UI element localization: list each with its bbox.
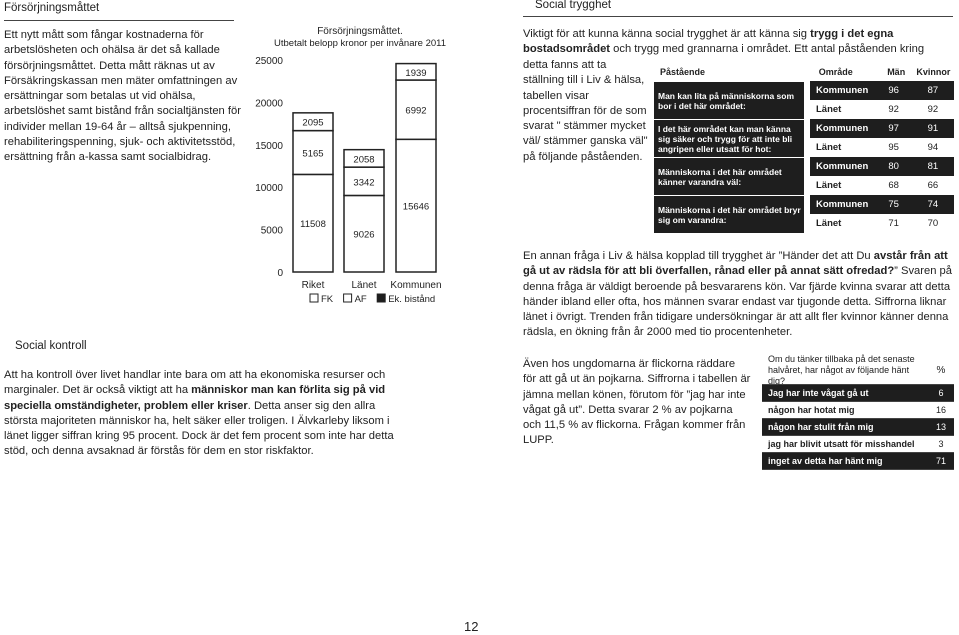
section-header-forsorjningsmattet: Försörjningsmåttet xyxy=(4,2,100,14)
section-header-social-trygghet: Social trygghet xyxy=(535,0,612,11)
bar-data-label: 2058 xyxy=(353,154,375,166)
trygghet-statement: I det här området kan man känna sig säker och trygg för att inte bli angripen eller utsatt för hot: xyxy=(654,119,804,157)
social-text-2: . Detta anser sig den allra största majoriteten människor ha, helt säker eller troligen. I Älvkarleby liksom i länet ligger siffran kring 95 procent. Dock är det fem procent som inte har detta stöd, och denna avsaknad är förstås för dem en stor riskfaktor. xyxy=(4,399,394,458)
legend-label: FK xyxy=(321,294,334,305)
ungdom-row xyxy=(762,436,954,453)
fraga-paragraph: En annan fråga i Liv & hälsa kopplad till trygghet är ”Händer det att Du avstår från att gå ut av rädsla för att bli överfallen, rånad eller på annat sätt ofredad?” Svaren på denna fråga är väldigt beroende på besvararens kön. Var fjärde kvinna svarar att detta händer ibland eller ofta, hos männen svarar endast var tjugonde detta. Siffrorna liknar länet i övrigt. Trenden från tidigare undersökningar är att allt fler kvinnor känner denna rädsla, en ökning från år 2000 med tio procentenheter. xyxy=(523,250,952,339)
bar-data-label: 9026 xyxy=(353,229,375,241)
page-number: 12 xyxy=(464,619,479,634)
trygghet-row xyxy=(810,100,954,119)
y-tick-label: 20000 xyxy=(255,98,283,110)
x-category-label: Riket xyxy=(301,280,325,291)
ungdom-row xyxy=(762,385,954,402)
trygghet-group xyxy=(654,81,954,119)
trygghet-kvinnor-value: 91 xyxy=(927,123,939,134)
forsorjning-chart xyxy=(240,22,508,322)
social-text-bold: människor man kan förlita sig på vid speciella omständigheter, problem eller kriser xyxy=(4,384,386,412)
bar-data-label: 6992 xyxy=(405,105,427,117)
ungdom-row xyxy=(762,453,954,470)
y-tick-label: 0 xyxy=(277,268,283,279)
legend-label: AF xyxy=(354,294,367,305)
trygghet-group xyxy=(654,157,954,195)
ungdom-label: någon har stulit från mig xyxy=(768,422,874,432)
legend-marker xyxy=(344,294,352,302)
trygghet-kvinnor-value: 94 xyxy=(927,142,939,153)
ungdom-row xyxy=(762,419,954,436)
trygghet-man-value: 95 xyxy=(888,142,899,153)
legend-label: Ek. bistånd xyxy=(388,294,436,305)
trygghet-row xyxy=(810,195,954,214)
bar-data-label: 2095 xyxy=(302,117,324,129)
chart-subtitle: Utbetalt belopp kronor per invånare 2011 xyxy=(274,38,446,49)
legend-marker xyxy=(377,294,385,302)
ungdom-paragraph: Även hos ungdomarna är flickorna räddare för att gå ut än pojkarna. Siffrorna i tabellen är jämna mellan könen, förutom för ”jag har inte vågat gå ut”. Detta svarar 2 % av pojkarna och 11,5 % av flickorna. Frågan kommer från LUPP. xyxy=(523,358,751,447)
trygghet-row xyxy=(810,176,954,195)
section-header-social-kontroll: Social kontroll xyxy=(15,340,87,352)
ungdom-label: Jag har inte vågat gå ut xyxy=(768,388,869,398)
trygghet-area: Länet xyxy=(816,142,842,153)
trygghet-man-value: 80 xyxy=(888,161,899,172)
bar-data-label: 15646 xyxy=(402,201,430,213)
trygghet-table xyxy=(654,63,954,233)
trygghet-kvinnor-value: 87 xyxy=(927,85,939,96)
trygghet-row xyxy=(810,157,954,176)
bar-data-label: 1939 xyxy=(405,67,427,79)
ungdom-label: jag har blivit utsatt för misshandel xyxy=(768,439,915,449)
x-category-label: Kommunen xyxy=(390,280,442,291)
trygghet-area: Länet xyxy=(816,218,842,229)
ungdom-row xyxy=(762,402,954,419)
trygghet-area: Kommunen xyxy=(816,123,869,134)
y-tick-label: 10000 xyxy=(255,183,283,195)
trygghet-row xyxy=(810,81,954,100)
trygghet-kvinnor-value: 66 xyxy=(927,180,939,191)
trygghet-row xyxy=(810,119,954,138)
y-tick-label: 25000 xyxy=(255,56,283,67)
col-header-omrade: Område xyxy=(818,67,853,77)
ungdom-value: 3 xyxy=(938,439,944,449)
trygghet-man-value: 97 xyxy=(888,123,899,134)
trygghet-row xyxy=(810,138,954,157)
trygghet-row xyxy=(810,214,954,233)
trygghet-kvinnor-value: 74 xyxy=(927,199,939,210)
trygghet-area: Länet xyxy=(816,180,842,191)
trygghet-man-value: 96 xyxy=(888,85,899,96)
trygghet-man-value: 68 xyxy=(888,180,899,191)
trygghet-kvinnor-value: 70 xyxy=(927,218,939,229)
trygghet-man-value: 75 xyxy=(888,199,899,210)
ungdom-table xyxy=(762,353,954,470)
trygghet-kvinnor-value: 92 xyxy=(927,104,939,115)
col-header-pastaende: Påstående xyxy=(660,67,706,77)
trygghet-man-value: 92 xyxy=(888,104,899,115)
trygghet-man-value: 71 xyxy=(888,218,899,229)
ungdom-value: 16 xyxy=(935,405,946,415)
trygghet-area: Kommunen xyxy=(816,161,869,172)
social-kontroll-paragraph xyxy=(4,368,404,460)
ungdom-value: 6 xyxy=(938,388,944,398)
ungdom-pct-header: % xyxy=(936,364,946,376)
trygghet-statement: Människorna i det här området bryr sig om varandra: xyxy=(654,195,804,233)
social-text-1: Att ha kontroll över livet handlar inte bara om att ha ekonomiska resurser och marginaler. Det är också viktigt att ha xyxy=(4,369,386,397)
ungdom-value: 71 xyxy=(935,456,946,466)
y-tick-label: 15000 xyxy=(255,140,283,152)
legend-marker xyxy=(310,294,318,302)
ungdom-label: någon har hotat mig xyxy=(768,405,855,415)
trygghet-area: Kommunen xyxy=(816,85,869,96)
ungdom-value: 13 xyxy=(935,422,946,432)
ungdom-question: Om du tänker tillbaka på det senaste halvåret, har något av följande hänt dig? xyxy=(768,353,915,386)
col-header-man: Män xyxy=(887,67,906,77)
trygghet-intro-cont: detta fanns att ta ställning till i Liv & hälsa, tabellen visar procentsiffran för de som svarat " stämmer mycket väl/ stämmer ganska väl" på följande påståenden. xyxy=(523,59,648,163)
y-tick-label: 5000 xyxy=(260,225,283,237)
header-rule-right xyxy=(523,16,953,17)
bar-data-label: 5165 xyxy=(302,148,324,160)
trygghet-statement: Människorna i det här området känner varandra väl: xyxy=(654,157,804,195)
trygghet-statement: Man kan lita på människorna som bor i det här området: xyxy=(654,81,804,119)
bar-data-label: 3342 xyxy=(353,177,375,189)
trygghet-area: Kommunen xyxy=(816,199,869,210)
x-category-label: Länet xyxy=(351,280,377,291)
bar-data-label: 11508 xyxy=(300,219,326,231)
trygghet-area: Länet xyxy=(816,104,842,115)
chart-title: Försörjningsmåttet. xyxy=(317,26,403,37)
ungdom-label: inget av detta har hänt mig xyxy=(768,456,883,466)
forsorjning-paragraph: Ett nytt mått som fångar kostnaderna för arbetslösheten och ohälsa är det så kallade försörjningsmåttet. Detta mått räknas ut av Försäkringskassan men mäter omfattningen av ersättningar som betalas ut vid ohälsa, arbetslöshet samt bistånd från socialtjänsten för individer mellan 19-64 år – alltså sjukpenning, rehabiliteringspenning, sjuk- och aktivitetsstöd, ersättning från a-kassa samt socialbidrag. xyxy=(4,29,241,164)
trygghet-group xyxy=(654,195,954,233)
trygghet-group xyxy=(654,119,954,157)
trygghet-kvinnor-value: 81 xyxy=(927,161,939,172)
header-rule xyxy=(4,20,234,21)
col-header-kvinnor: Kvinnor xyxy=(916,67,951,77)
trygghet-intro: Viktigt för att kunna känna social trygghet är att känna sig trygg i det egna bostadsområdet och trygg med grannarna i området. Ett antal påståenden kring xyxy=(523,28,925,56)
